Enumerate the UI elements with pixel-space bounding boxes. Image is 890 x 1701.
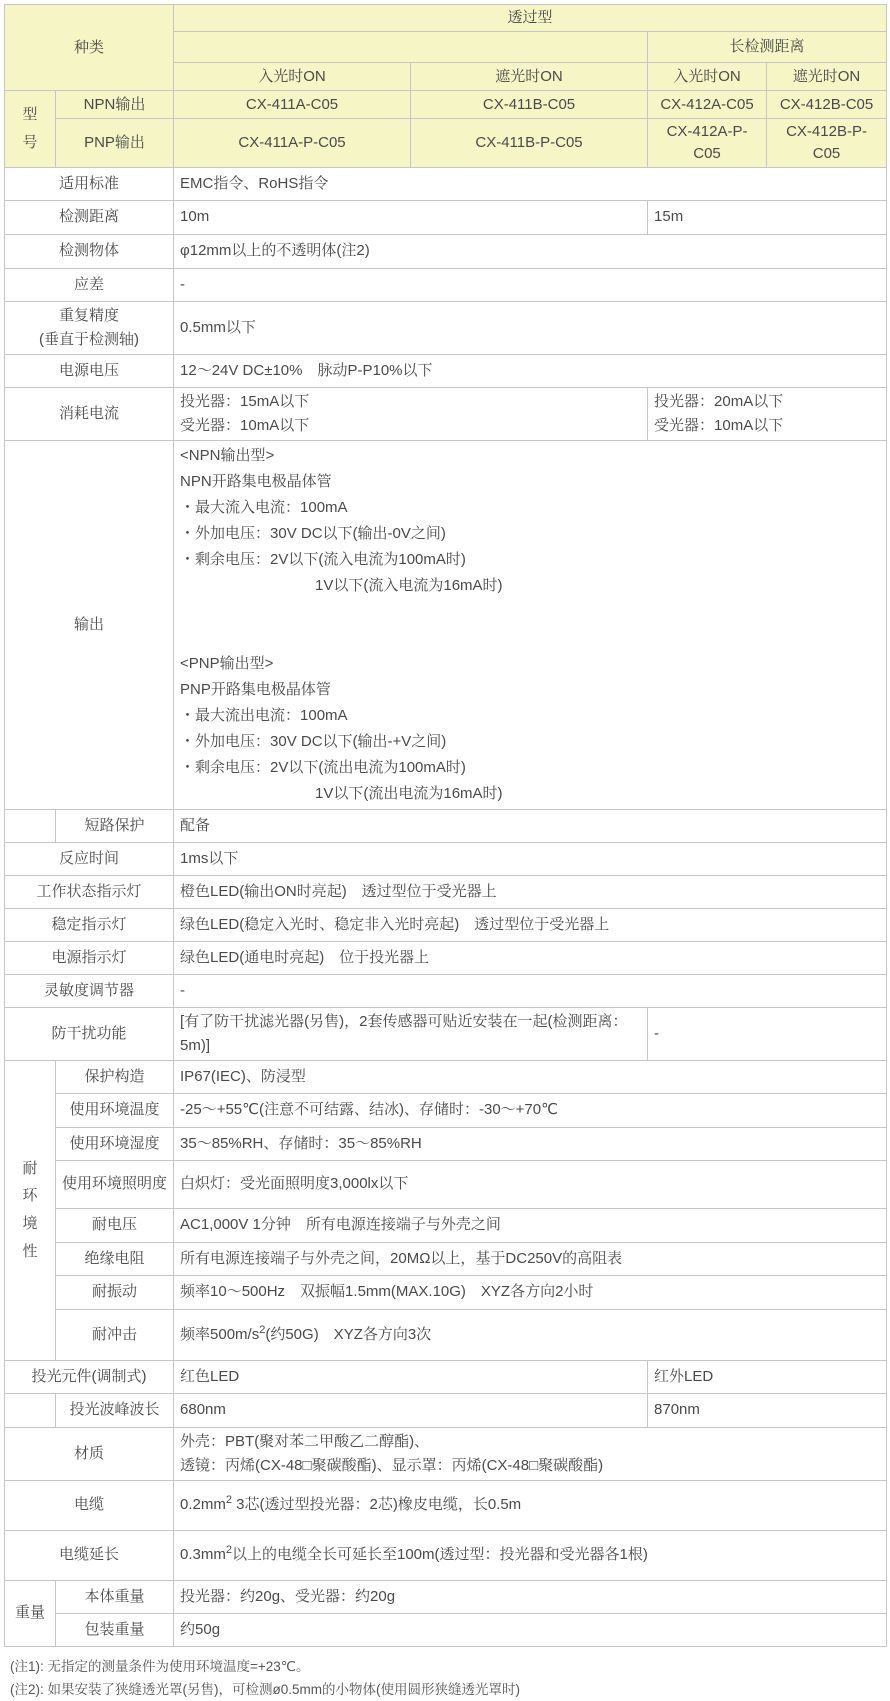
row-peak-wavelength	[5, 1393, 887, 1427]
row-cable	[5, 1480, 887, 1530]
spec-table	[4, 4, 887, 1647]
spec-label: 输出	[5, 440, 174, 809]
spec-value: 12〜24V DC±10% 脉动P-P10%以下	[174, 354, 887, 387]
spec-value: 35〜85%RH、存储时：35〜85%RH	[174, 1127, 887, 1160]
model-number: CX-411B-C05	[411, 91, 648, 119]
output-line: PNP开路集电极晶体管	[180, 680, 331, 698]
spec-value: 投光器：约20g、受光器：约20g	[174, 1580, 887, 1613]
spec-value	[174, 1427, 887, 1480]
row-repeatability	[5, 301, 887, 354]
output-line: <PNP输出型>	[180, 654, 274, 672]
spec-value-text: (约50G) XYZ各方向3次	[265, 1325, 432, 1343]
spec-value: 橙色LED(输出ON时亮起) 透过型位于受光器上	[174, 875, 887, 908]
row-response-time	[5, 842, 887, 875]
spec-label	[5, 301, 174, 354]
spec-label: 使用环境照明度	[56, 1160, 174, 1208]
row-env-illuminance	[5, 1160, 887, 1208]
row-power-indicator	[5, 941, 887, 974]
kind-header-cell: 种类	[5, 5, 174, 91]
row-sensing-object	[5, 234, 887, 268]
superscript: 2	[259, 1323, 266, 1336]
dark-on-header-cell: 遮光时ON	[411, 63, 648, 91]
spec-label: 电源指示灯	[5, 941, 174, 974]
spec-label-line: 重复精度	[59, 306, 120, 324]
row-cable-extension	[5, 1530, 887, 1580]
spec-label-spacer	[5, 1393, 56, 1427]
spec-label: 材质	[5, 1427, 174, 1480]
row-output	[5, 440, 887, 809]
spec-value: 所有电源连接端子与外壳之间，20MΩ以上，基于DC250V的高阻表	[174, 1242, 887, 1275]
spec-value: φ12mm以上的不透明体(注2)	[174, 234, 887, 268]
spec-value	[648, 387, 887, 440]
spec-label: 工作状态指示灯	[5, 875, 174, 908]
row-supply-voltage	[5, 354, 887, 387]
output-line: 1V以下(流入电流为16mA时)	[180, 576, 503, 594]
row-stability-indicator	[5, 908, 887, 941]
spec-value: EMC指令、RoHS指令	[174, 167, 887, 200]
output-line: NPN开路集电极晶体管	[180, 472, 332, 490]
spec-label: 投光元件(调制式)	[5, 1360, 174, 1393]
output-line: ・最大流出电流：100mA	[180, 706, 348, 724]
spec-label: 消耗电流	[5, 387, 174, 440]
spec-label: 电缆	[5, 1480, 174, 1530]
spec-value	[174, 1480, 887, 1530]
spec-label-spacer	[5, 809, 56, 842]
spec-label: 耐振动	[56, 1275, 174, 1309]
row-weight-packing	[5, 1613, 887, 1646]
row-sensitivity-adjuster	[5, 974, 887, 1007]
model-group-header-cell	[5, 91, 56, 168]
npn-output-label-cell: NPN输出	[56, 91, 174, 119]
row-env-humidity	[5, 1127, 887, 1160]
spec-value-line: 受光器：10mA以下	[654, 416, 784, 434]
spec-label: 检测物体	[5, 234, 174, 268]
row-interference-prevention	[5, 1007, 887, 1060]
spec-label: 耐冲击	[56, 1309, 174, 1360]
long-range-header-cell: 长检测距离	[648, 32, 887, 63]
spec-value: 红色LED	[174, 1360, 648, 1393]
spec-value: -	[174, 974, 887, 1007]
output-line: ・外加电压：30V DC以下(输出-+V之间)	[180, 732, 447, 750]
spec-value: 白炽灯：受光面照明度3,000lx以下	[174, 1160, 887, 1208]
row-emitting-element	[5, 1360, 887, 1393]
spec-value-line: 受光器：10mA以下	[180, 416, 310, 434]
spec-value: [有了防干扰滤光器(另售)，2套传感器可贴近安装在一起(检测距离：5m)]	[174, 1007, 648, 1060]
through-type-header-cell: 透过型	[174, 5, 887, 32]
spec-label: 绝缘电阻	[56, 1242, 174, 1275]
spec-value	[174, 1309, 887, 1360]
spec-value: 红外LED	[648, 1360, 887, 1393]
spec-value: 频率10〜500Hz 双振幅1.5mm(MAX.10G) XYZ各方向2小时	[174, 1275, 887, 1309]
spec-label: 使用环境温度	[56, 1093, 174, 1127]
model-number: CX-411A-P-C05	[174, 119, 411, 168]
row-env-insulation	[5, 1242, 887, 1275]
weight-group-cell: 重量	[5, 1580, 56, 1646]
model-group-label: 型号	[22, 106, 38, 151]
footnote-1: (注1): 无指定的测量条件为使用环境温度=+23℃。	[10, 1658, 310, 1674]
spec-label: 短路保护	[56, 809, 174, 842]
spec-label: 投光波峰波长	[56, 1393, 174, 1427]
spec-value: 15m	[648, 200, 887, 234]
spec-value: 约50g	[174, 1613, 887, 1646]
spec-value: 0.5mm以下	[174, 301, 887, 354]
spec-value-line: 透镜：丙烯(CX-48□聚碳酸酯)、显示罩：丙烯(CX-48□聚碳酸酯)	[180, 1456, 604, 1474]
spec-value: 配备	[174, 809, 887, 842]
model-row-npn	[5, 91, 887, 119]
model-row-pnp	[5, 119, 887, 168]
spec-label: 使用环境湿度	[56, 1127, 174, 1160]
spec-value: 870nm	[648, 1393, 887, 1427]
row-standards	[5, 167, 887, 200]
spec-value-line: 投光器：15mA以下	[180, 392, 310, 410]
env-group-cell	[5, 1060, 56, 1360]
row-env-withstand-voltage	[5, 1208, 887, 1242]
footnote-2: (注2): 如果安装了狭缝透光罩(另售)，可检测ø0.5mm的小物体(使用圆形狭缝透光罩时)	[10, 1681, 520, 1697]
output-line: ・外加电压：30V DC以下(输出-0V之间)	[180, 524, 446, 542]
spec-value-text: 3芯(透过型投光器：2芯)橡皮电缆，长0.5m	[231, 1496, 522, 1514]
row-sensing-range	[5, 200, 887, 234]
output-line: 1V以下(流出电流为16mA时)	[180, 784, 503, 802]
spec-label: 应差	[5, 268, 174, 301]
model-number: CX-412A-P-C05	[648, 119, 767, 168]
spec-value: 绿色LED(通电时亮起) 位于投光器上	[174, 941, 887, 974]
output-line: ・最大流入电流：100mA	[180, 498, 348, 516]
spec-label: 电缆延长	[5, 1530, 174, 1580]
spec-value: 10m	[174, 200, 648, 234]
spec-label: 稳定指示灯	[5, 908, 174, 941]
output-line: ・剩余电压：2V以下(流入电流为100mA时)	[180, 550, 466, 568]
light-on-long-header-cell: 入光时ON	[648, 63, 767, 91]
row-current-consumption	[5, 387, 887, 440]
output-line	[180, 599, 880, 625]
row-env-temperature	[5, 1093, 887, 1127]
output-line: ・剩余电压：2V以下(流出电流为100mA时)	[180, 758, 466, 776]
spec-value	[174, 1530, 887, 1580]
output-line: <NPN输出型>	[180, 446, 275, 464]
row-env-shock	[5, 1309, 887, 1360]
spec-value: IP67(IEC)、防浸型	[174, 1060, 887, 1093]
spec-label: 检测距离	[5, 200, 174, 234]
spec-label: 反应时间	[5, 842, 174, 875]
row-short-circuit-protection	[5, 809, 887, 842]
row-operation-indicator	[5, 875, 887, 908]
spec-label: 本体重量	[56, 1580, 174, 1613]
row-material	[5, 1427, 887, 1480]
dark-on-long-header-cell: 遮光时ON	[767, 63, 887, 91]
spec-value: AC1,000V 1分钟 所有电源连接端子与外壳之间	[174, 1208, 887, 1242]
spec-value	[174, 440, 887, 809]
header-row-type	[5, 5, 887, 32]
pnp-output-label-cell: PNP输出	[56, 119, 174, 168]
spec-value-line: 投光器：20mA以下	[654, 392, 784, 410]
spec-label: 适用标准	[5, 167, 174, 200]
spec-label: 保护构造	[56, 1060, 174, 1093]
spec-value	[174, 387, 648, 440]
model-number: CX-411B-P-C05	[411, 119, 648, 168]
spec-label: 耐电压	[56, 1208, 174, 1242]
spec-value: 绿色LED(稳定入光时、稳定非入光时亮起) 透过型位于受光器上	[174, 908, 887, 941]
spec-value-line: 外壳：PBT(聚对苯二甲酸乙二醇酯)、	[180, 1432, 430, 1450]
spec-value-text: 频率500m/s	[180, 1325, 260, 1343]
spec-value: 1ms以下	[174, 842, 887, 875]
spec-value: -25〜+55℃(注意不可结露、结冰)、存储时：-30〜+70℃	[174, 1093, 887, 1127]
spec-value: -	[648, 1007, 887, 1060]
env-group-label: 耐环境性	[22, 1159, 38, 1260]
superscript: 2	[225, 1494, 232, 1507]
row-env-vibration	[5, 1275, 887, 1309]
model-number: CX-411A-C05	[174, 91, 411, 119]
light-on-header-cell: 入光时ON	[174, 63, 411, 91]
spec-value-text: 0.3mm	[180, 1546, 226, 1564]
spec-label: 防干扰功能	[5, 1007, 174, 1060]
model-number: CX-412B-C05	[767, 91, 887, 119]
superscript: 2	[225, 1544, 232, 1557]
spec-label: 包装重量	[56, 1613, 174, 1646]
spec-value: 680nm	[174, 1393, 648, 1427]
row-hysteresis	[5, 268, 887, 301]
spec-value-text: 0.2mm	[180, 1496, 226, 1514]
model-number: CX-412B-P-C05	[767, 119, 887, 168]
spec-value-text: 以上的电缆全长可延长至100m(透过型：投光器和受光器各1根)	[231, 1546, 648, 1564]
spec-label: 电源电压	[5, 354, 174, 387]
footnotes	[4, 1647, 890, 1701]
row-weight-body	[5, 1580, 887, 1613]
spec-label: 灵敏度调节器	[5, 974, 174, 1007]
spec-value: -	[174, 268, 887, 301]
model-number: CX-412A-C05	[648, 91, 767, 119]
row-env-protection	[5, 1060, 887, 1093]
standard-range-header-cell	[174, 32, 648, 63]
spec-label-line: (垂直于检测轴)	[39, 330, 139, 348]
output-line	[180, 625, 880, 651]
